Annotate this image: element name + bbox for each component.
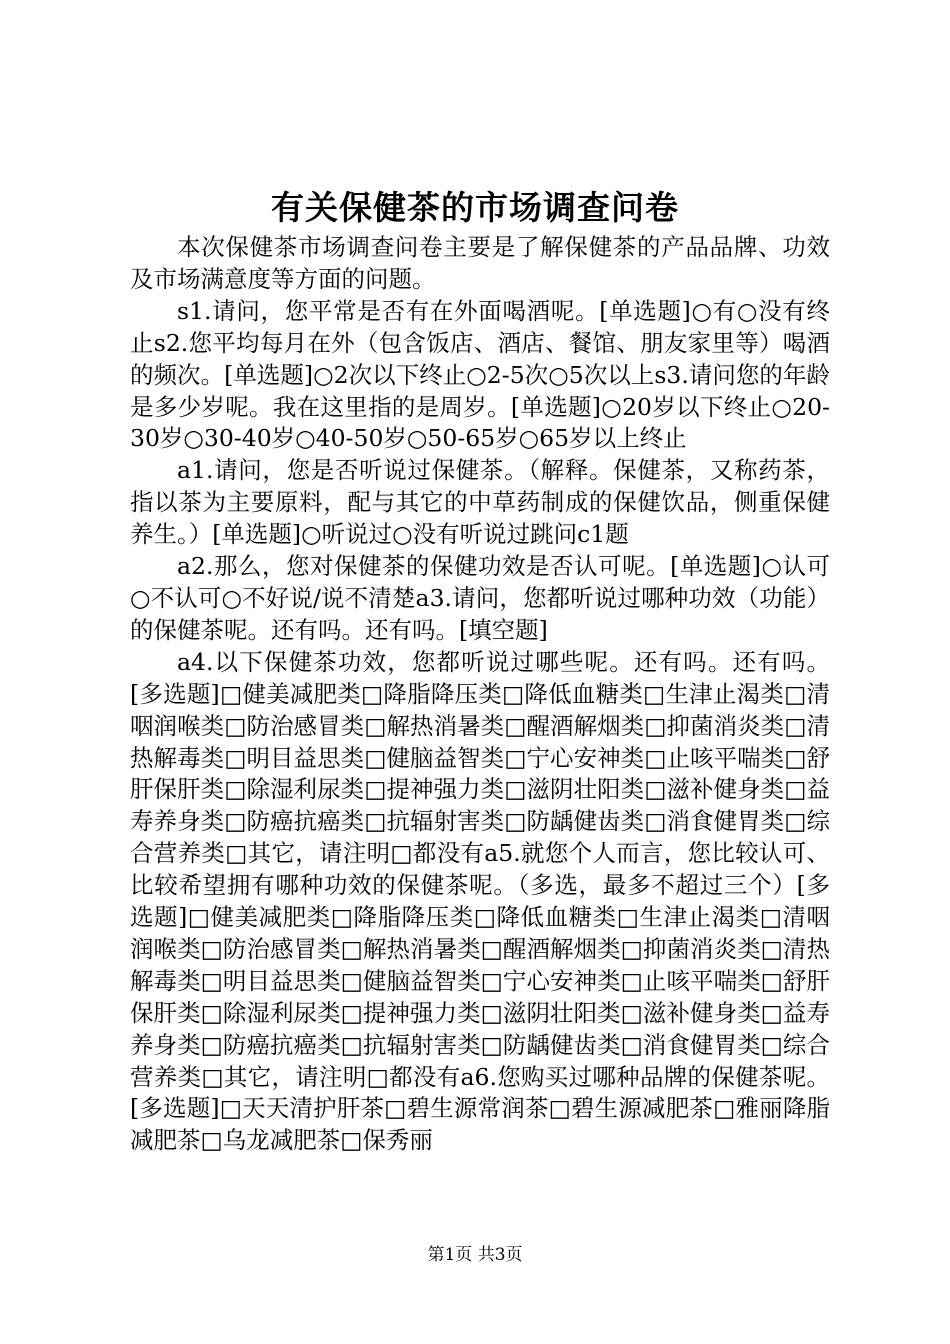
document-title: 有关保健茶的市场调查问卷 — [271, 188, 679, 227]
question-a2-a3-paragraph: a2.那么，您对保健茶的保健功效是否认可呢。[单选题]○认可○不认可○不好说/说不清楚a3.请问，您都听说过哪种功效（功能）的保健茶呢。还有吗。还有吗。[填空题] — [130, 552, 830, 644]
page-footer: 第1页 共3页 — [427, 1245, 523, 1265]
question-a1-paragraph: a1.请问，您是否听说过保健茶。（解释。保健茶，又称药茶，指以茶为主要原料，配与其它的中草药制成的保健饮品，侧重保健养生。）[单选题]○听说过○没有听说过跳问c1题 — [130, 456, 830, 549]
document-body — [130, 232, 830, 1157]
screening-questions-paragraph: s1.请问，您平常是否有在外面喝酒呢。[单选题]○有○没有终止s2.您平均每月在外（包含饭店、酒店、餐馆、朋友家里等）喝酒的频次。[单选题]○2次以下终止○2-5次○5次以上s3.请问您的年龄是多少岁呢。我在这里指的是周岁。[单选题]○20岁以下终止○20-30岁○30-40岁○40-50岁○50-65岁○65岁以上终止 — [130, 296, 830, 453]
question-a4-a6-paragraph: a4.以下保健茶功效，您都听说过哪些呢。还有吗。还有吗。[多选题]□健美减肥类□降脂降压类□降低血糖类□生津止渴类□清咽润喉类□防治感冒类□解热消暑类□醒酒解烟类□抑菌消炎类□清热解毒类□明目益思类□健脑益智类□宁心安神类□止咳平喘类□舒肝保肝类□除湿利尿类□提神强力类□滋阴壮阳类□滋补健身类□益寿养身类□防癌抗癌类□抗辐射害类□防龋健齿类□消食健胃类□综合营养类□其它，请注明□都没有a5.就您个人而言，您比较认可、比较希望拥有哪种功效的保健茶呢。（多选，最多不超过三个）[多选题]□健美减肥类□降脂降压类□降低血糖类□生津止渴类□清咽润喉类□防治感冒类□解热消暑类□醒酒解烟类□抑菌消炎类□清热解毒类□明目益思类□健脑益智类□宁心安神类□止咳平喘类□舒肝保肝类□除湿利尿类□提神强力类□滋阴壮阳类□滋补健身类□益寿养身类□防癌抗癌类□抗辐射害类□防龋健齿类□消食健胃类□综合营养类□其它，请注明□都没有a6.您购买过哪种品牌的保健茶呢。[多选题]□天天清护肝茶□碧生源常润茶□碧生源减肥茶□雅丽降脂减肥茶□乌龙减肥茶□保秀丽 — [130, 647, 830, 1155]
intro-paragraph: 本次保健茶市场调查问卷主要是了解保健茶的产品品牌、功效及市场满意度等方面的问题。 — [130, 233, 830, 293]
